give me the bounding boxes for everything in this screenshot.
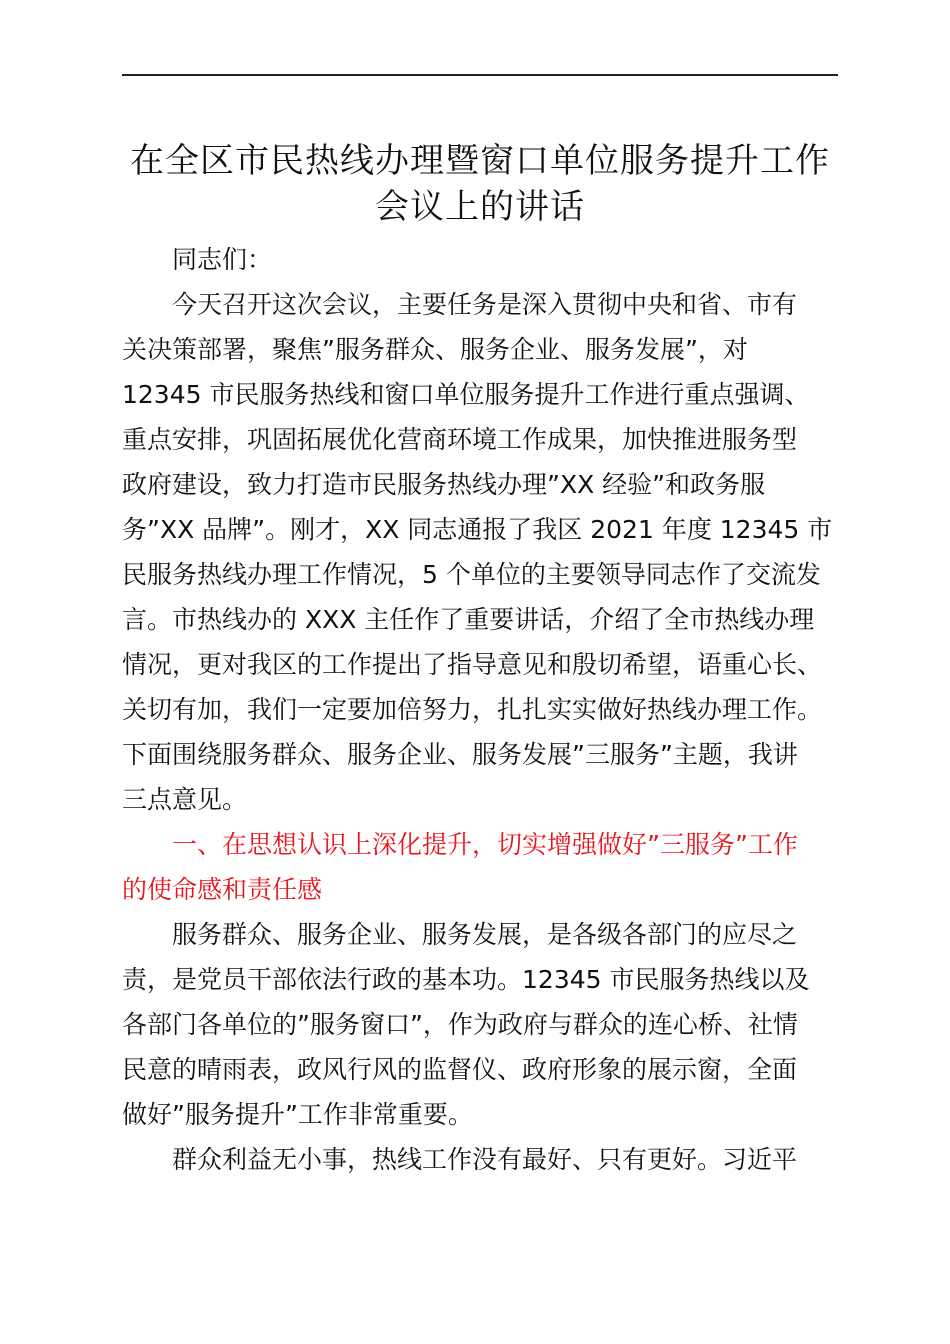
header-rule <box>122 74 838 76</box>
salutation: 同志们： <box>172 245 273 274</box>
title-line-1: 在全区市民热线办理暨窗口单位服务提升工作 <box>130 141 830 181</box>
title-line-2: 会议上的讲话 <box>375 187 585 227</box>
paragraph-intro: 今天召开这次会议，主要任务是深入贯彻中央和省、市有 关决策部署，聚焦”服务群众、服务企业、服务发展”，对 12345 市民服务热线和窗口单位服务提升工作进行重点强调、 重点安排，巩固拓展优化营商环境工作成果，加快推进服务型 政府建设，致力打造市民服务热线办理”XX 经验”和政务服 务”XX 品牌”。刚才，XX 同志通报了我区 2021 年度 12345 市 民服务热线办理工作情况，5 个单位的主要领导同志作了交流发 言。市热线办的 XXX 主任作了重要讲话，介绍了全市热线办理 情况，更对我区的工作提出了指导意见和殷切希望，语重心长、 关切有加，我们一定要加倍努力，扎扎实实做好热线办理工作。 下面围绕服务群众、服务企业、服务发展”三服务”主题，我讲 三点意见。 <box>122 290 833 814</box>
paragraph-continued: 群众利益无小事，热线工作没有最好、只有更好。习近平 <box>172 1145 798 1174</box>
document-title <box>100 138 860 230</box>
paragraph-section-1: 服务群众、服务企业、服务发展，是各级各部门的应尽之 责，是党员干部依法行政的基本功。12345 市民服务热线以及 各部门各单位的”服务窗口”，作为政府与群众的连心桥、社情 民意的晴雨表，政风行风的监督仪、政府形象的展示窗，全面 做好”服务提升”工作非常重要。 <box>122 920 810 1129</box>
section-heading-1: 一、在思想认识上深化提升，切实增强做好”三服务”工作 的使命感和责任感 <box>122 830 798 904</box>
document-body <box>122 237 838 1182</box>
